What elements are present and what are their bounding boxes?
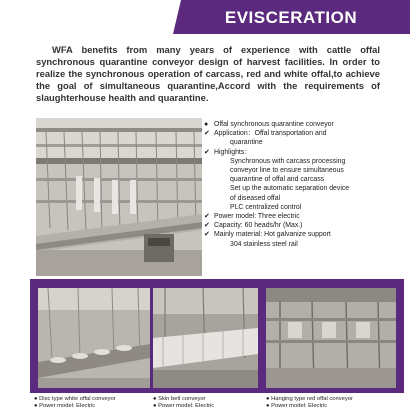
highlight-line: conveyor line to ensure simultaneous: [230, 167, 344, 175]
spec-product: [204, 120, 404, 129]
disc-conveyor-photo: [38, 288, 150, 388]
checkmark-icon: ✔: [204, 231, 210, 239]
spec-capacity: [204, 221, 404, 230]
checkmark-icon: ✔: [204, 213, 210, 221]
bullet-icon: ●: [204, 121, 209, 128]
caption-skin: [153, 396, 261, 409]
checkmark-icon: ✔: [204, 222, 210, 230]
bullet-icon: ●: [266, 396, 272, 402]
highlight-line: of diseased offal: [230, 194, 281, 202]
spec-application: [204, 129, 404, 138]
spec-material: [204, 230, 404, 239]
caption-hanging-title: Hanging type red offal conveyor: [271, 396, 353, 402]
caption-hanging-power: Power model: Electric: [271, 402, 328, 409]
capacity-text: Capacity: 60 heads/hr (Max.): [214, 222, 303, 230]
hanging-conveyor-photo: [266, 288, 396, 388]
material-continuation: 304 stainless steel rail: [230, 240, 298, 248]
highlight-line: Set up the automatic separation device: [230, 185, 350, 193]
spec-highlights: [204, 148, 404, 157]
highlight-line: PLC centralized control: [230, 203, 302, 211]
highlight-line: Synchronous with carcass processing: [230, 157, 346, 165]
bullet-icon: ●: [266, 402, 272, 409]
application-value: Offal transportation and: [254, 130, 327, 138]
material-text: Mainly material: Hot galvanize support: [214, 231, 331, 239]
bullet-icon: ●: [153, 396, 159, 402]
checkmark-icon: ✔: [204, 148, 210, 156]
spec-power: [204, 212, 404, 221]
caption-disc: [34, 396, 152, 409]
offal-conveyor-photo: [36, 118, 202, 276]
page-title: EVISCERATION: [224, 8, 358, 27]
bullet-icon: ●: [34, 402, 40, 409]
application-label: Application：: [214, 130, 255, 138]
caption-skin-power: Power model: Electric: [158, 402, 215, 409]
spec-list: [204, 120, 404, 249]
caption-disc-title: Disc type white offal conveyor: [39, 396, 116, 402]
caption-skin-title: Skin belt conveyor: [158, 396, 206, 402]
bullet-icon: ●: [34, 396, 40, 402]
application-continuation: quarantine: [230, 139, 263, 147]
spec-product-text: Offal synchronous quarantine conveyor: [214, 121, 334, 128]
caption-disc-power: Power model: Electric: [39, 402, 96, 409]
skin-belt-photo: [153, 288, 258, 388]
highlight-line: quarantine of offal and carcass: [230, 176, 325, 184]
intro-paragraph: WFA benefits from many years of experience with cattle offal synchronous quarantine conveyor design of harvest facilities. In order to realize the synchronous operation of carcass, red and white offal,to achieve the goal of simultaneous quarantine,Accord with the requirements of slaughterhouse health and quarantine.: [36, 44, 380, 103]
highlights-label: Highlights：: [214, 148, 252, 156]
power-text: Power model: Three electric: [214, 213, 300, 221]
bullet-icon: ●: [153, 402, 159, 409]
caption-hanging: [266, 396, 402, 409]
checkmark-icon: ✔: [204, 130, 210, 138]
